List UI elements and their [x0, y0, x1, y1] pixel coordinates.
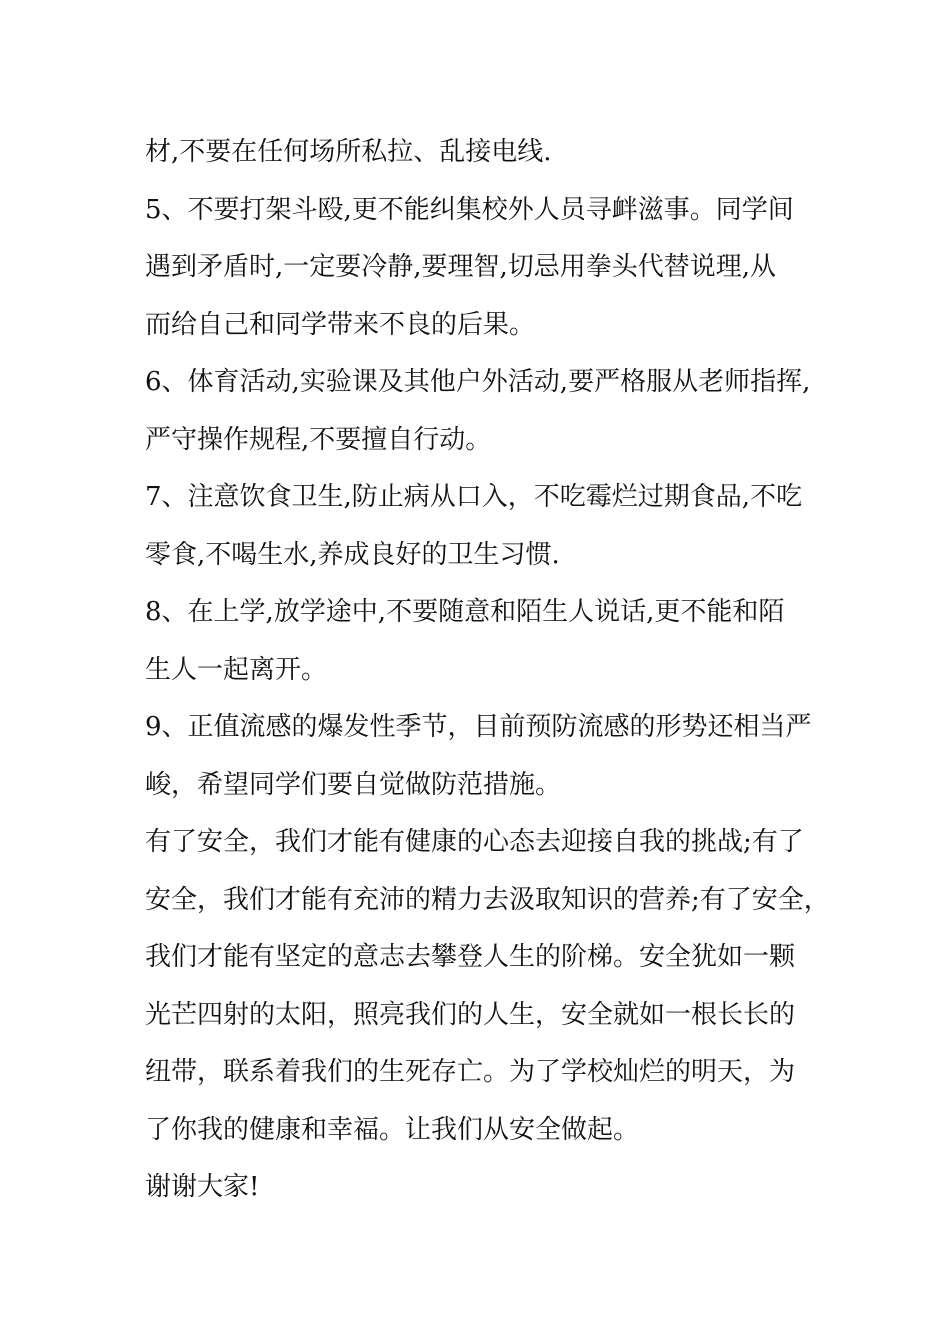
document-body: [145, 124, 830, 1217]
text-line: 峻，希望同学们要自觉做防范措施。: [145, 769, 562, 800]
text-line: 纽带，联系着我们的生死存亡。为了学校灿烂的明天，为: [145, 1057, 796, 1087]
text-line: 7、注意饮食卫生,防止病从口入，不吃霉烂过期食品,不吃: [145, 482, 803, 512]
text-line: 9、正值流感的爆发性季节，目前预防流感的形势还相当严: [145, 712, 812, 742]
text-line: 光芒四射的太阳，照亮我们的人生，安全就如一根长长的: [145, 999, 796, 1030]
text-line: 安全，我们才能有充沛的精力去汲取知识的营养;有了安全，: [145, 884, 830, 915]
text-line: 材,不要在任何场所私拉、乱接电线.: [145, 137, 552, 167]
closing-line: 谢谢大家!: [145, 1172, 260, 1202]
text-line: 遇到矛盾时,一定要冷静,要理智,切忌用拳头代替说理,从: [145, 252, 777, 282]
text-line: 了你我的健康和幸福。让我们从安全做起。: [145, 1114, 640, 1145]
text-line: 严守操作规程,不要擅自行动。: [145, 424, 492, 455]
text-line: 零食,不喝生水,养成良好的卫生习惯.: [145, 539, 560, 570]
text-line: 有了安全，我们才能有健康的心态去迎接自我的挑战;有了: [145, 827, 804, 857]
text-line: 5、不要打架斗殴,更不能纠集校外人员寻衅滋事。同学间: [145, 194, 794, 225]
text-line: 8、在上学,放学途中,不要随意和陌生人说话,更不能和陌: [145, 597, 785, 627]
text-line: 我们才能有坚定的意志去攀登人生的阶梯。安全犹如一颗: [145, 942, 796, 972]
text-line: 6、体育活动,实验课及其他户外活动,要严格服从老师指挥,: [145, 367, 811, 397]
text-line: 生人一起离开。: [145, 654, 328, 685]
text-line: 而给自己和同学带来不良的后果。: [145, 309, 536, 340]
